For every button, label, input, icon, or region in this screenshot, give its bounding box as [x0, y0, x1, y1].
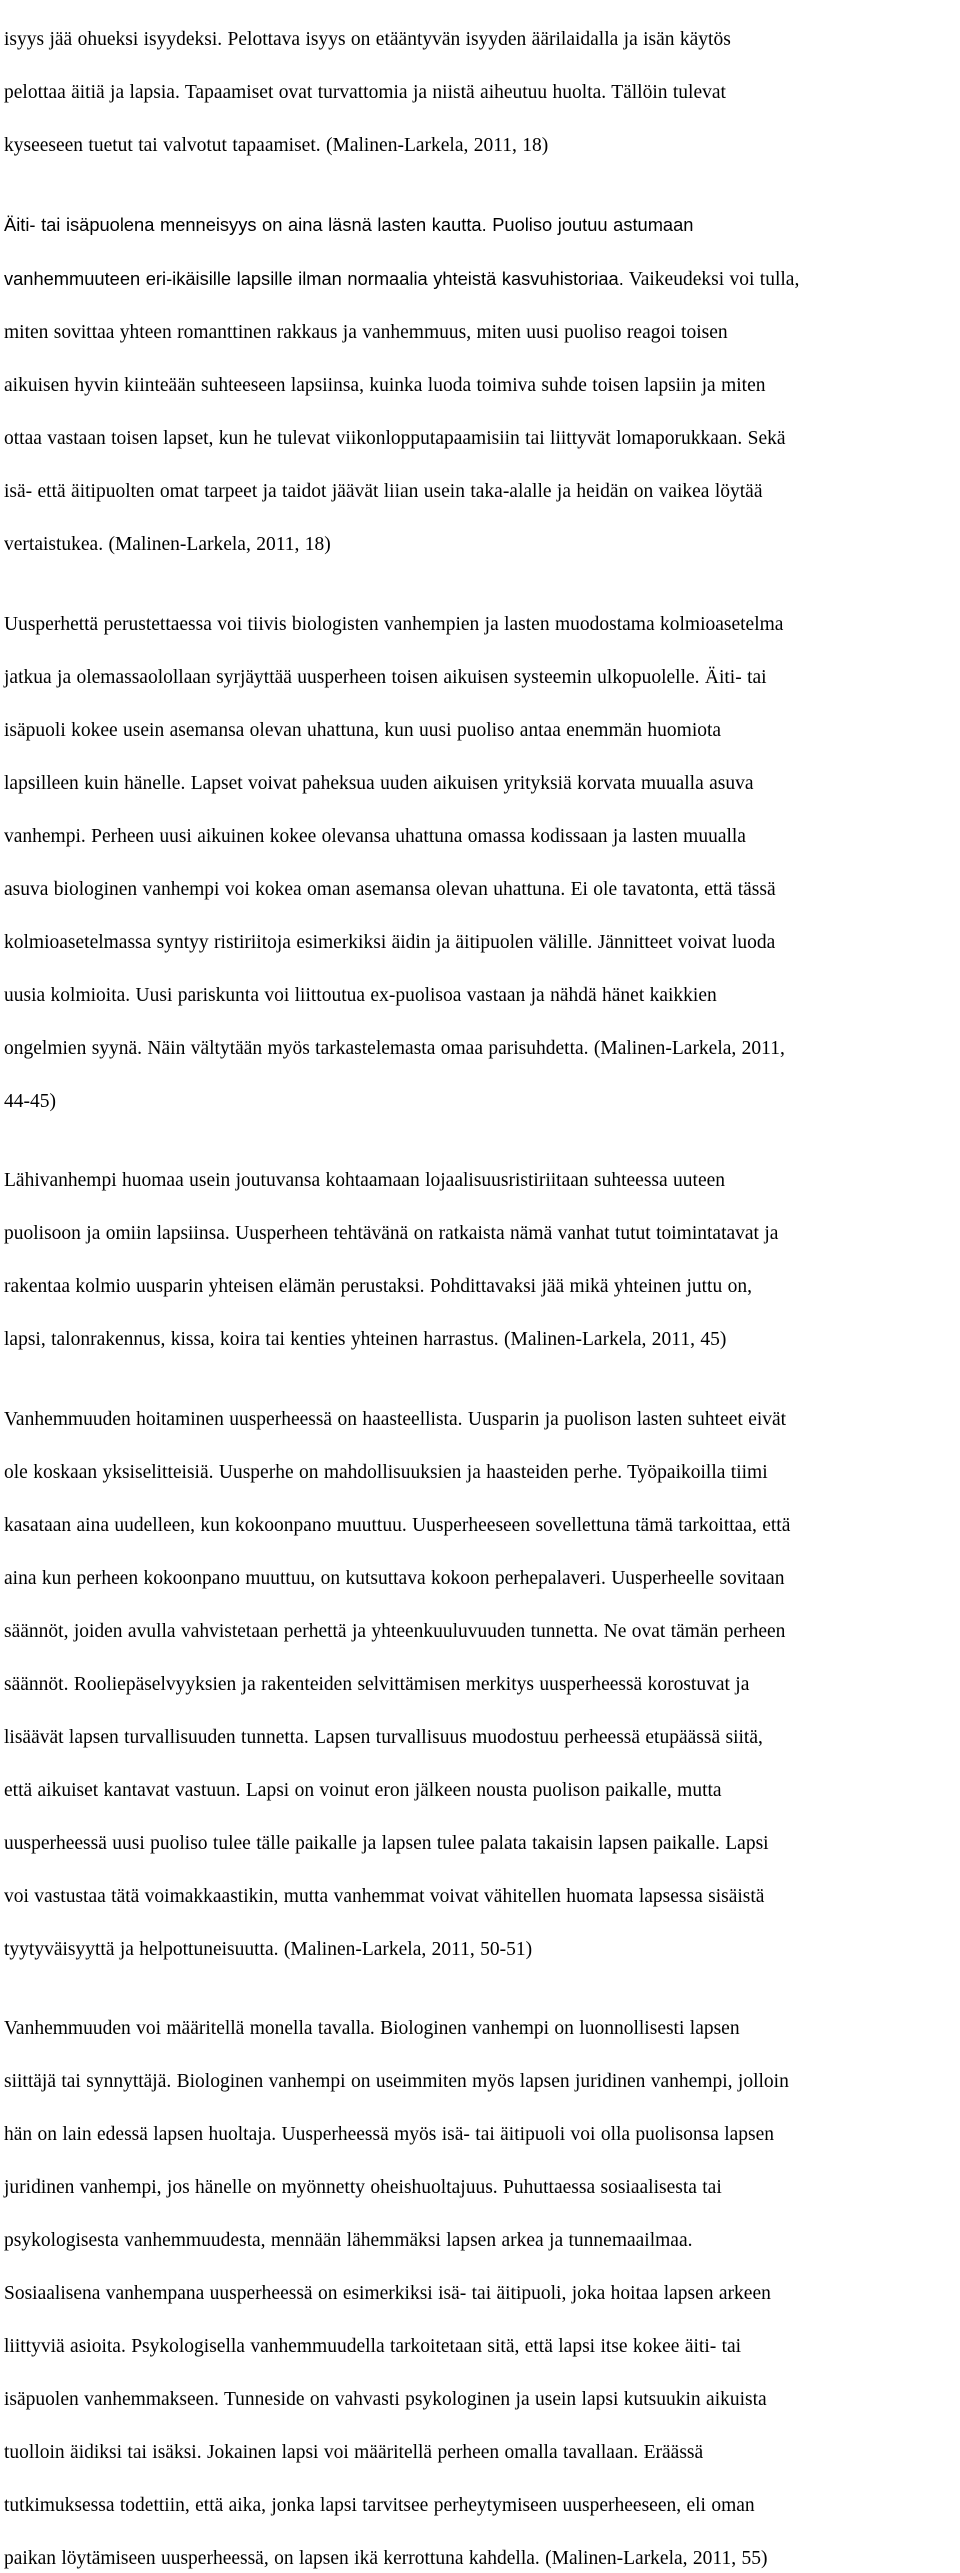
text-line: uusia kolmioita. Uusi pariskunta voi liittoutua ex-puolisoa vastaan ja nähdä hänet kaikkien: [4, 984, 717, 1006]
text-line: kolmioasetelmassa syntyy ristiriitoja esimerkiksi äidin ja äitipuolen välille. Jännitteet voivat luoda: [4, 931, 776, 953]
text-line: juridinen vanhempi, jos hänelle on myönnetty oheishuoltajuus. Puhuttaessa sosiaalisesta tai: [4, 2177, 722, 2198]
text-line: isä- että äitipuolten omat tarpeet ja taidot jäävät liian usein taka-alalle ja heidän on vaikea löytää: [4, 481, 763, 502]
text-line: Lähivanhempi huomaa usein joutuvansa kohtaamaan lojaalisuusristiriitaan suhteessa uuteen: [4, 1170, 726, 1191]
text-line: hän on lain edessä lapsen huoltaja. Uusperheessä myös isä- tai äitipuoli voi olla puolisonsa lapsen: [4, 2124, 775, 2145]
text-line: kasataan aina uudelleen, kun kokoonpano muuttuu. Uusperheeseen sovellettuna tämä tarkoittaa, että: [4, 1514, 791, 1536]
text-line: tutkimuksessa todettiin, että aika, jonka lapsi tarvitsee perheytymiseen uusperheeseen, eli oman: [4, 2495, 755, 2516]
text-line: ole koskaan yksiselitteisiä. Uusperhe on mahdollisuuksien ja haasteiden perhe. Työpaikoilla tiimi: [4, 1461, 768, 1483]
text-line: liittyviä asioita. Psykologisella vanhemmuudella tarkoitetaan sitä, että lapsi itse kokee äiti- tai: [4, 2336, 742, 2357]
paragraph-1: [4, 0, 956, 159]
text-line: psykologisesta vanhemmuudesta, mennään lähemmäksi lapsen arkea ja tunnemaailmaa.: [4, 2230, 693, 2251]
text-line: asuva biologinen vanhempi voi kokea oman asemansa olevan uhattuna. Ei ole tavatonta, että tässä: [4, 878, 776, 900]
text-line: lisäävät lapsen turvallisuuden tunnetta. Lapsen turvallisuus muodostuu perheessä etupäässä siitä,: [4, 1726, 763, 1748]
text-line: säännöt. Rooliepäselvyyksien ja rakenteiden selvittämisen merkitys uusperheessä korostuvat ja: [4, 1673, 750, 1695]
text-run: Vaikeudeksi voi tulla,: [623, 269, 800, 290]
paragraph-4: [4, 1142, 956, 1354]
text-line: Äiti- tai isäpuolena menneisyys on aina läsnä lasten kautta. Puoliso joutuu astumaan: [4, 214, 694, 235]
text-line: ongelmien syynä. Näin vältytään myös tarkastelemasta omaa parisuhdetta. (Malinen-Larkela, 2011,: [4, 1037, 785, 1059]
paragraph-6: [4, 1990, 956, 2573]
text-line: vanhemmuuteen eri-ikäisille lapsille ilman normaalia yhteistä kasvuhistoriaa.: [4, 268, 624, 289]
paragraph-3: [4, 585, 956, 1115]
text-line: paikan löytämiseen uusperheessä, on lapsen ikä kerrottuna kahdella. (Malinen-Larkela, 2011, 55): [4, 2548, 768, 2569]
text-line: lapsi, talonrakennus, kissa, koira tai kenties yhteinen harrastus. (Malinen-Larkela, 2011, 45): [4, 1329, 727, 1350]
text-line: vertaistukea. (Malinen-Larkela, 2011, 18): [4, 534, 331, 555]
text-line: tuolloin äidiksi tai isäksi. Jokainen lapsi voi määritellä perheen omalla tavallaan. Eräässä: [4, 2442, 704, 2463]
text-line: Vanhemmuuden hoitaminen uusperheessä on haasteellista. Uusparin ja puolison lasten suhteet eivät: [4, 1408, 787, 1430]
text-line: säännöt, joiden avulla vahvistetaan perhettä ja yhteenkuuluvuuden tunnetta. Ne ovat tämän perheen: [4, 1620, 786, 1642]
text-line: lapsilleen kuin hänelle. Lapset voivat paheksua uuden aikuisen yrityksiä korvata muualla asuva: [4, 772, 754, 794]
text-line: puolisoon ja omiin lapsiinsa. Uusperheen tehtävänä on ratkaista nämä vanhat tutut toimintatavat ja: [4, 1223, 779, 1244]
text-line: Vanhemmuuden voi määritellä monella tavalla. Biologinen vanhempi on luonnollisesti lapsen: [4, 2018, 740, 2039]
text-line: rakentaa kolmio uusparin yhteisen elämän perustaksi. Pohdittavaksi jää mikä yhteinen juttu on,: [4, 1276, 752, 1297]
text-line: vanhempi. Perheen uusi aikuinen kokee olevansa uhattuna omassa kodissaan ja lasten muualla: [4, 825, 746, 847]
text-line: isäpuoli kokee usein asemansa olevan uhattuna, kun uusi puoliso antaa enemmän huomiota: [4, 719, 722, 741]
text-line: jatkua ja olemassaolollaan syrjäyttää uusperheen toisen aikuisen systeemin ulkopuolelle. Äiti- tai: [4, 666, 767, 688]
text-line: Sosiaalisena vanhempana uusperheessä on esimerkiksi isä- tai äitipuoli, joka hoitaa lapsen arkeen: [4, 2283, 771, 2304]
paragraph-2: [4, 186, 956, 559]
text-line: aina kun perheen kokoonpano muuttuu, on kutsuttava kokoon perhepalaveri. Uusperheelle sovitaan: [4, 1567, 785, 1589]
text-line: uusperheessä uusi puoliso tulee tälle paikalle ja lapsen tulee palata takaisin lapsen paikalle. Lapsi: [4, 1832, 769, 1854]
text-line: ottaa vastaan toisen lapset, kun he tulevat viikonlopputapaamisiin tai liittyvät lomaporukkaan. Sekä: [4, 428, 786, 449]
text-line: miten sovittaa yhteen romanttinen rakkaus ja vanhemmuus, miten uusi puoliso reagoi toisen: [4, 322, 728, 343]
text-line: 44-45): [4, 1090, 56, 1112]
text-line: tyytyväisyyttä ja helpottuneisuutta. (Malinen-Larkela, 2011, 50-51): [4, 1938, 533, 1960]
paragraph-5: [4, 1380, 956, 1963]
text-line: pelottaa äitiä ja lapsia. Tapaamiset ovat turvattomia ja niistä aiheutuu huolta. Tällöin tulevat: [4, 81, 726, 103]
text-line: siittäjä tai synnyttäjä. Biologinen vanhempi on useimmiten myös lapsen juridinen vanhempi, jolloin: [4, 2071, 789, 2092]
text-line: aikuisen hyvin kiinteään suhteeseen lapsiinsa, kuinka luoda toimiva suhde toisen lapsiin ja miten: [4, 375, 766, 396]
text-line: voi vastustaa tätä voimakkaastikin, mutta vanhemmat voivat vähitellen huomata lapsessa sisäistä: [4, 1885, 765, 1907]
text-line: että aikuiset kantavat vastuun. Lapsi on voinut eron jälkeen nousta puolison paikalle, mutta: [4, 1779, 722, 1801]
document-page: [4, 0, 956, 2569]
text-line: kyseeseen tuetut tai valvotut tapaamiset. (Malinen-Larkela, 2011, 18): [4, 134, 549, 156]
text-line: isyys jää ohueksi isyydeksi. Pelottava isyys on etääntyvän isyyden äärilaidalla ja isän käytös: [4, 28, 731, 50]
text-line: Uusperhettä perustettaessa voi tiivis biologisten vanhempien ja lasten muodostama kolmioasetelma: [4, 613, 784, 635]
text-line: isäpuolen vanhemmakseen. Tunneside on vahvasti psykologinen ja usein lapsi kutsuukin aikuista: [4, 2389, 767, 2410]
